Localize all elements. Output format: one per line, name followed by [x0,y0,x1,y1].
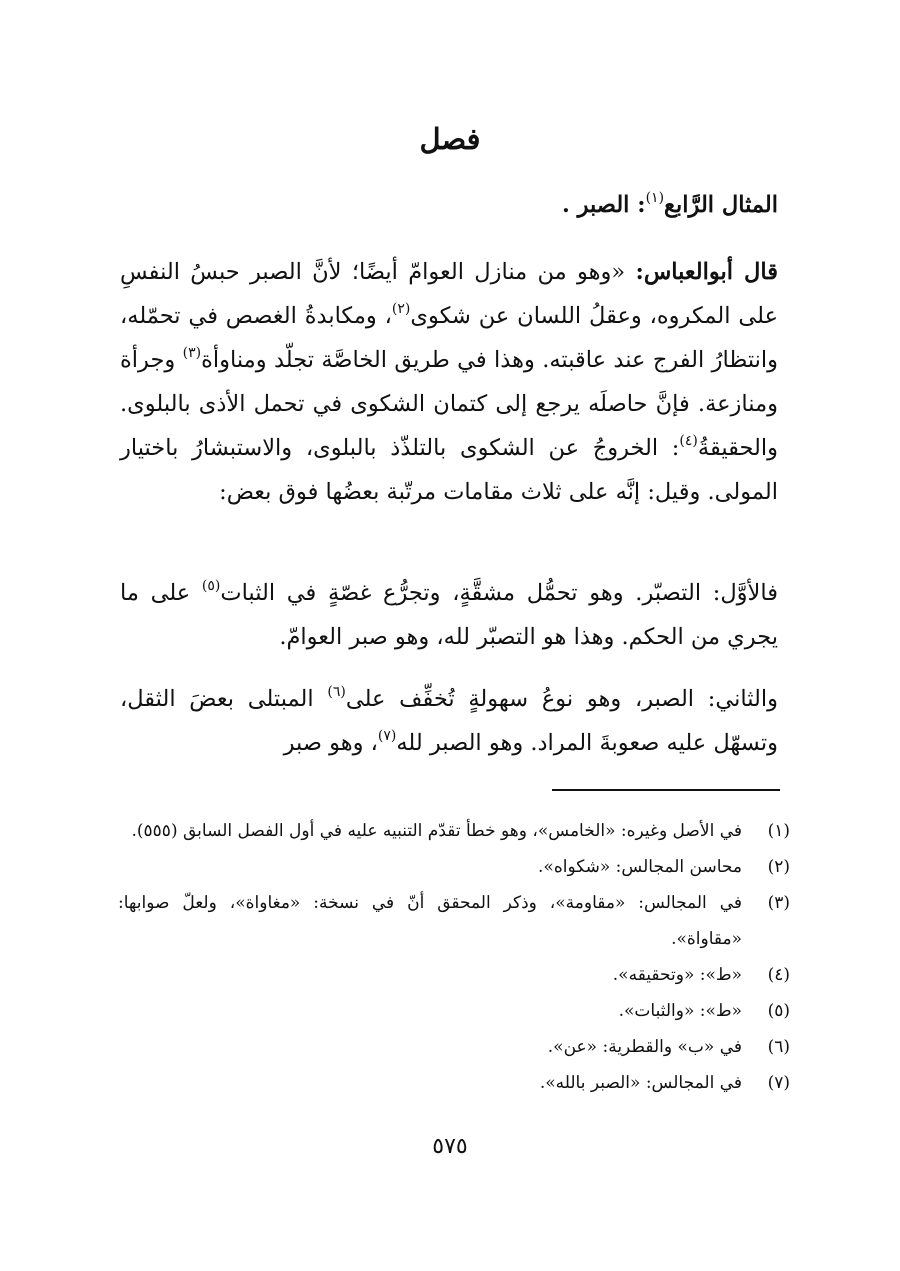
footnote-text: في المجالس: «مقاومة»، وذكر المحقق أنّ في نسخة: «مغاواة»، ولعلّ صوابها: «مقاواة». [118,893,742,949]
example-tail: : الصبر . [561,192,646,218]
footnote-text: في المجالس: «الصبر بالله». [539,1073,742,1093]
footnote-number: (٦) [767,1037,790,1057]
footnote-number: (٢) [767,857,790,877]
speaker-label: قال أبوالعباس: [635,259,779,285]
footnote-item [118,1029,790,1065]
example-label: المثال الرَّابع [664,192,778,218]
footnote-item [118,885,790,957]
footnote-text: «ط»: «والثبات». [618,1001,742,1021]
footnote-text: «ط»: «وتحقيقه». [612,965,742,985]
paragraph-quote [120,250,778,514]
footnote-ref: (٣) [182,345,202,361]
footnote-ref: (٥) [201,578,221,594]
footnote-ref: (٦) [327,684,346,700]
footnotes [118,813,790,1101]
footnote-number: (٣) [767,893,790,913]
paragraph-second-level [120,677,778,765]
paragraph-text: والثاني: الصبر، وهو نوعُ سهولةٍ تُخفِّف على [345,686,778,712]
footnote-item [118,813,790,849]
paragraph-text: فالأوَّل: التصبّر. وهو تحمُّل مشقَّةٍ، وتجرُّع غصّةٍ في الثبات [220,580,778,606]
footnote-number: (١) [767,821,790,841]
footnote-text: في «ب» والقطرية: «عن». [547,1037,742,1057]
paragraph-text: ، ومكابدةُ الغصص في تحمّله، وانتظارُ الفرج عند عاقبته. وهذا في طريق الخاصَّة تجلّد ومناوأة [120,303,778,373]
footnote-number: (٥) [767,1001,790,1021]
footnote-ref: (٤) [679,433,698,449]
footnote-text: في الأصل وغيره: «الخامس»، وهو خطأ تقدّم التنبيه عليه في أول الفصل السابق (٥٥٥). [131,821,742,841]
paragraph-first-level [120,571,778,659]
footnote-number: (٤) [767,965,790,985]
paragraph-text: «وهو من منازل العوامّ أيضًا؛ لأنَّ الصبر حبسُ النفسِ على المكروه، وعقلُ اللسان عن شكوى [120,259,778,329]
paragraph-text: المبتلى بعضَ الثقل، وتسهّل عليه صعوبةَ المراد. وهو الصبر لله [120,686,778,756]
chapter-heading: فصل [419,122,481,156]
paragraph-text: ، وهو صبر [283,730,378,756]
footnote-item [118,1065,790,1101]
footnote-ref: (١) [645,190,665,206]
page-number: ٥٧٥ [432,1134,468,1159]
paragraph-text: : الخروجُ عن الشكوى بالتلذّذ بالبلوى، والاستبشارُ باختيار المولى. وقيل: إنَّه على ثلاث مقامات مرتّبة بعضُها فوق بعض: [120,435,778,505]
footnote-number: (٧) [767,1073,790,1093]
footnote-item [118,993,790,1029]
paragraph-text: على ما يجري من الحكم. وهذا هو التصبّر لله، وهو صبر العوامّ. [120,580,778,650]
example-title [120,183,778,227]
footnote-ref: (٢) [391,301,411,317]
footnote-divider [552,789,780,791]
footnote-item [118,849,790,885]
footnote-ref: (٧) [377,728,397,744]
footnote-item [118,957,790,993]
footnote-text: محاسن المجالس: «شكواه». [538,857,742,877]
paragraph-text: وجرأة ومنازعة. فإنَّ حاصلَه يرجع إلى كتمان الشكوى في تحمل الأذى بالبلوى. والحقيقةُ [120,347,778,461]
